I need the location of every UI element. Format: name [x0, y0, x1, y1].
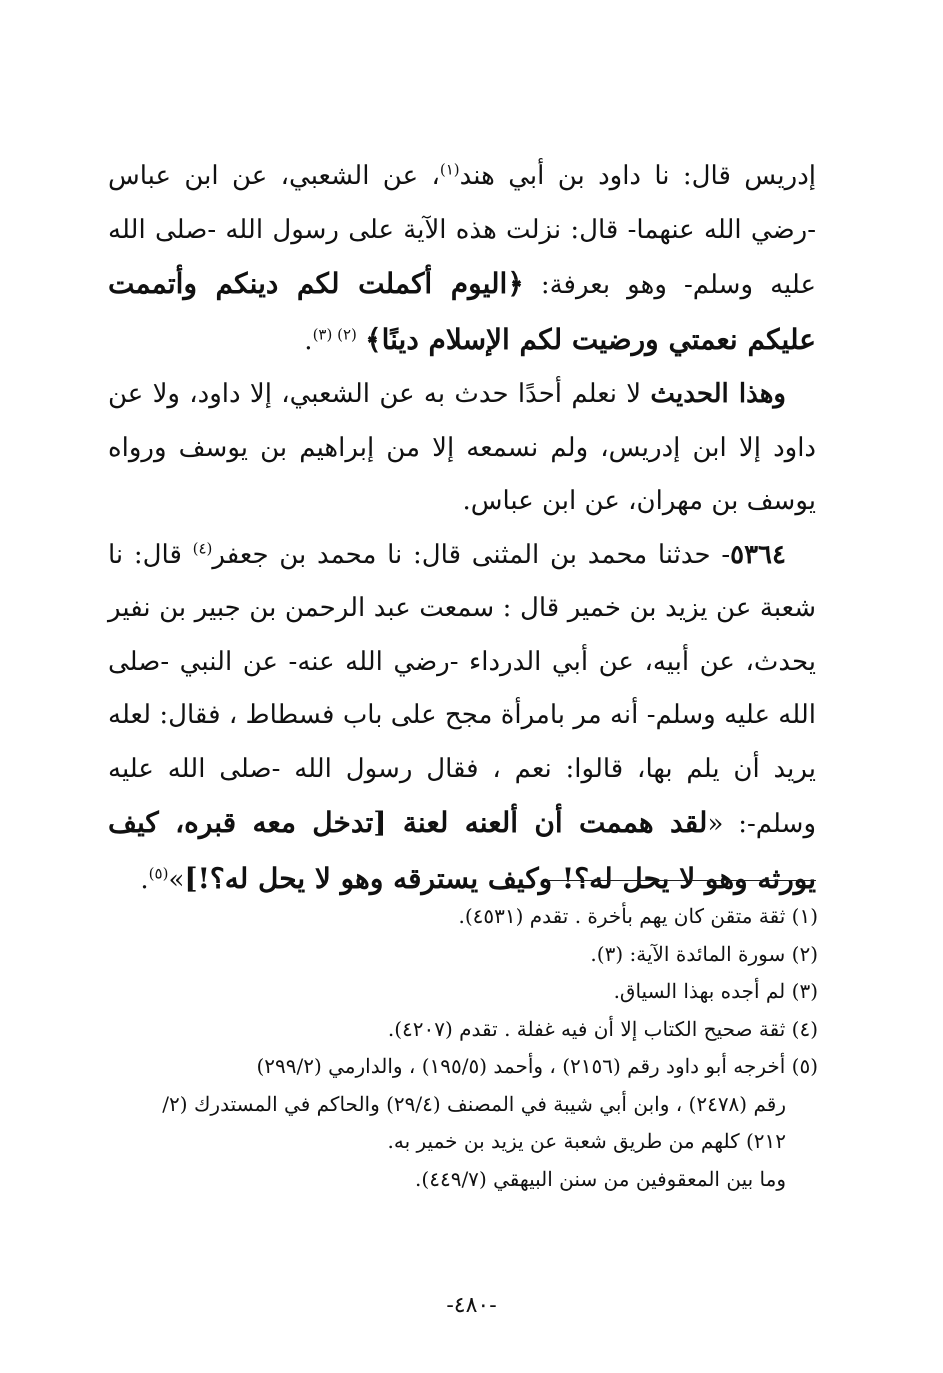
quran-verse: ﴿اليوم أكملت لكم دينكم وأتممت عليكم نعمتي ورضيت لكم الإسلام دينًا﴾: [108, 267, 816, 356]
paragraph-lead: وهذا الحديث: [650, 379, 786, 409]
footnote-5-line-4: وما بين المعقوفين من سنن البيهقي (٤٤٩/٧).: [415, 1166, 786, 1191]
footnote-ref-2-3: (٢) (٣): [312, 324, 357, 343]
footnote-3: (٣) لم أجده بهذا السياق.: [613, 979, 818, 1003]
footnote-ref-4: (٤): [192, 538, 213, 557]
hadith-number: ٥٣٦٤: [730, 539, 786, 570]
footnote-2: (٢) سورة المائدة الآية: (٣).: [590, 941, 818, 966]
footnote-5-line-3: ٢١٢) كلهم من طريق شعبة عن يزيد بن خمير به.: [387, 1129, 786, 1153]
footnotes: [108, 898, 818, 1198]
hadith-quote: لقد هممت أن ألعنه لعنة [تدخل معه قبره، كيف يورثه وهو لا يحل له؟! وكيف يسترقه وهو لا يحل له؟!]: [108, 806, 816, 895]
footnote-ref-1: (١): [439, 160, 460, 179]
footnote-4: (٤) ثقة صحيح الكتاب إلا أن فيه غفلة . تقدم (٤٢٠٧).: [387, 1016, 818, 1041]
footnote-5: (٥) أخرجه أبو داود رقم (٢١٥٦) ، وأحمد (١٩٥/٥) ، والدارمي (٢٩٩/٢): [256, 1054, 818, 1078]
footnote-1: (١) ثقة متقن كان يهم بأخرة . تقدم (٤٥٣١).: [458, 904, 818, 928]
footnote-5-line-2: رقم (٢٤٧٨) ، وابن أبي شيبة في المصنف (٢٩/٤) والحاكم في المستدرك (٢/: [162, 1091, 786, 1116]
footnote-divider: [546, 880, 816, 881]
main-text: [108, 150, 816, 907]
paragraph-3: ٥٣٦٤- حدثنا محمد بن المثنى قال: نا محمد بن جعفر$^{(٤)}$ قال: نا شعبة عن يزيد بن خمير قال : سمعت عبد الرحمن بن جبير بن نفير يحدث، عن أبيه، عن أبي الدرداء -رضي الله عنه- عن النبي -صلى الله عليه وسلم- أنه مر بامرأة مجح على باب فسطاط ، فقال: لعله يريد أن يلم بها، قالوا: نعم ، فقال رسول الله -صلى الله عليه وسلم-: «لقد هممت أن ألعنه لعنة [تدخل معه قبره، كيف يورثه وهو لا يحل له؟! وكيف يسترقه وهو لا يحل له؟!]»$^{(٥)}$.: [108, 538, 817, 895]
page-number: -٤٨٠-: [446, 1293, 497, 1318]
footnote-ref-5: (٥): [148, 863, 169, 882]
paragraph-1: إدريس قال: نا داود بن أبي هند$^{(١)}$، عن الشعبي، عن ابن عباس -رضي الله عنهما- قال: نزلت هذه الآية على رسول الله -صلى الله عليه وسلم- وهو بعرفة: ﴿اليوم أكملت لكم دينكم وأتممت عليكم نعمتي ورضيت لكم الإسلام دينًا﴾ $^{(٢) (٣)}$.: [108, 160, 816, 356]
paragraph-2: وهذا الحديث لا نعلم أحدًا حدث به عن الشعبي، إلا داود، ولا عن داود إلا ابن إدريس، ولم نسمعه إلا من إبراهيم بن يوسف ورواه يوسف بن مهران، عن ابن عباس.: [108, 379, 816, 516]
